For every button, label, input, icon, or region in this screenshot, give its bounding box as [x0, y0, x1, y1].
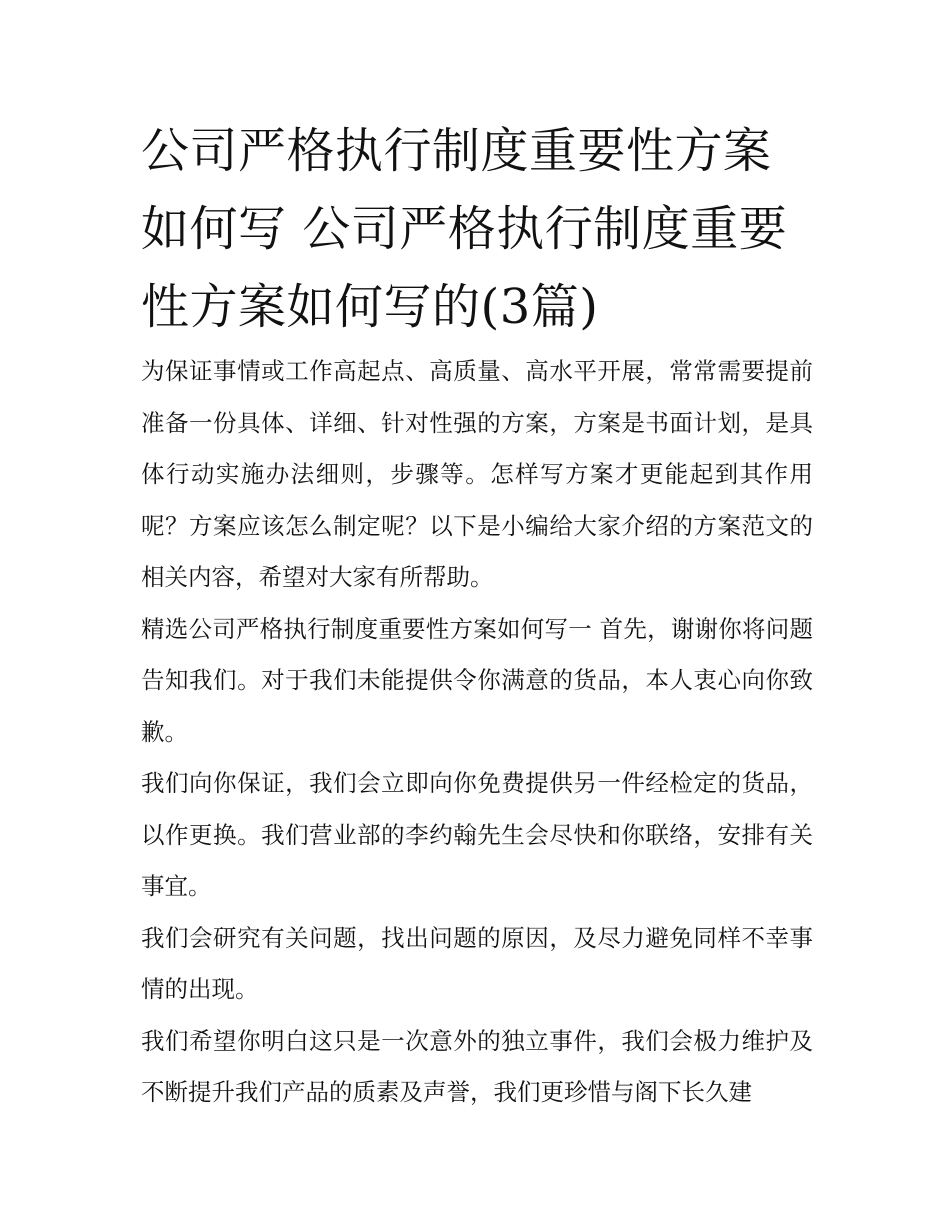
document-page	[141, 112, 813, 1119]
body-paragraph-2: 我们向你保证，我们会立即向你免费提供另一件经检定的货品，以作更换。我们营业部的李约翰先生会尽快和你联络，安排有关事宜。	[141, 769, 813, 900]
document-title: 公司严格执行制度重要性方案如何写 公司严格执行制度重要性方案如何写的(3篇)	[141, 123, 788, 335]
body-paragraph-1: 精选公司严格执行制度重要性方案如何写一 首先，谢谢你将问题告知我们。对于我们未能提供令你满意的货品，本人衷心向你致歉。	[141, 614, 813, 746]
body-paragraph-4: 我们希望你明白这只是一次意外的独立事件，我们会极力维护及不断提升我们产品的质素及声誉，我们更珍惜与阁下长久建	[141, 1026, 813, 1106]
intro-paragraph: 为保证事情或工作高起点、高质量、高水平开展，常常需要提前准备一份具体、详细、针对性强的方案，方案是书面计划，是具体行动实施办法细则，步骤等。怎样写方案才更能起到其作用呢？方案应该怎么制定呢？以下是小编给大家介绍的方案范文的相关内容，希望对大家有所帮助。	[141, 357, 813, 591]
body-paragraph-3: 我们会研究有关问题，找出问题的原因，及尽力避免同样不幸事情的出现。	[141, 923, 813, 1003]
